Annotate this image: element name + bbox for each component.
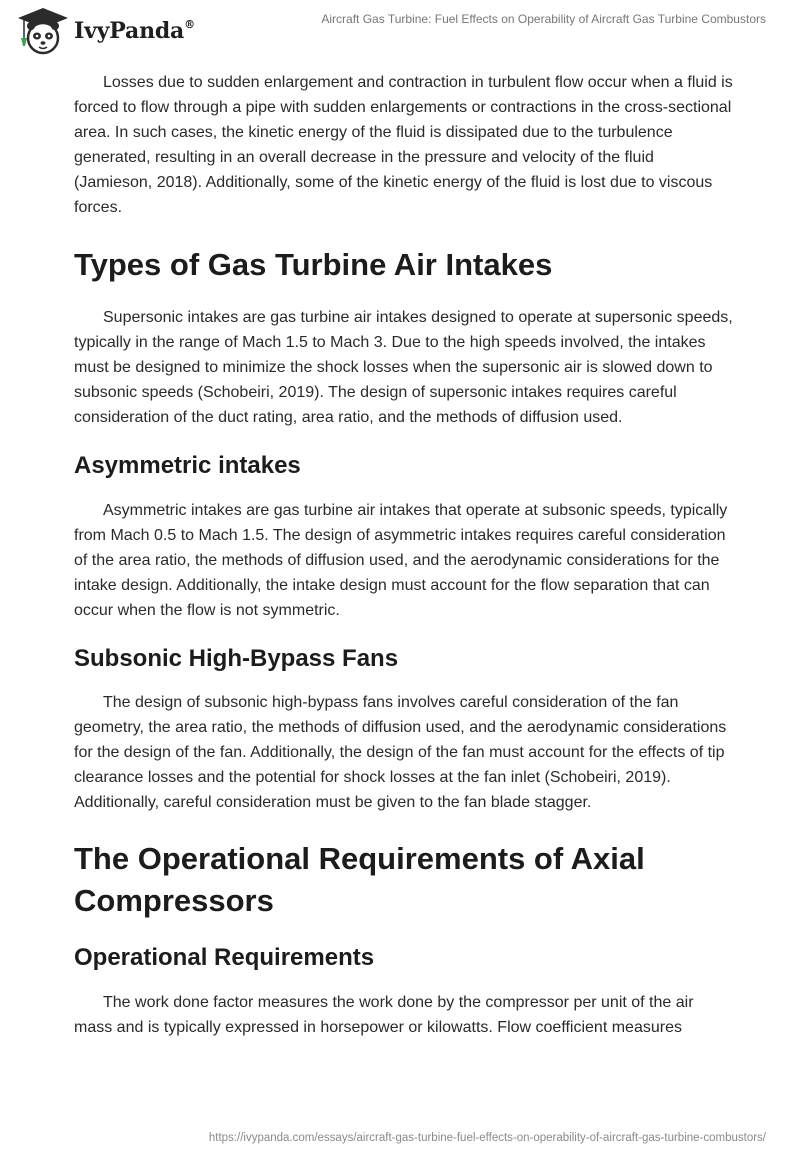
heading-axial-compressors: The Operational Requirements of Axial Compressors: [74, 841, 645, 918]
logo-wordmark: IvyPanda®: [74, 17, 195, 44]
ivypanda-logo[interactable]: [14, 6, 195, 56]
registered-mark: ®: [184, 17, 195, 31]
source-url[interactable]: https://ivypanda.com/essays/aircraft-gas-turbine-fuel-effects-on-operability-of-aircraft-gas-turbine-combustors/: [208, 1132, 766, 1144]
panda-logo-icon: [14, 6, 72, 56]
paragraph-subsonic: The design of subsonic high-bypass fans involves careful consideration of the fan geometry, the area ratio, the methods of diffusion used, and the aerodynamic considerations for the design of the fan. Additionally, the design of the fan must account for the effects of tip clearance losses and the potential for shock losses at the fan inlet (Schobeiri, 2019). Additionally, careful consideration must be given to the fan blade stagger.: [74, 694, 727, 811]
heading-types-of-intakes: Types of Gas Turbine Air Intakes: [74, 247, 553, 282]
heading-asymmetric-intakes: Asymmetric intakes: [74, 452, 301, 479]
paragraph-losses: Losses due to sudden enlargement and contraction in turbulent flow occur when a fluid is forced to flow through a pipe with sudden enlargements or contractions in the cross-sectional area. In such cases, the kinetic energy of the fluid is dissipated due to the turbulence generated, resulting in an overall decrease in the pressure and velocity of the fluid (Jamieson, 2018). Additionally, some of the kinetic energy of the fluid is lost due to viscous forces.: [74, 74, 733, 216]
paragraph-operational: The work done factor measures the work done by the compressor per unit of the air mass and is typically expressed in horsepower or kilowatts. Flow coefficient measures: [74, 994, 694, 1036]
article-body: [74, 70, 734, 1040]
heading-subsonic-fans: Subsonic High-Bypass Fans: [74, 645, 399, 672]
document-title: Aircraft Gas Turbine: Fuel Effects on Operability of Aircraft Gas Turbine Combustors: [321, 12, 766, 26]
heading-operational-requirements: Operational Requirements: [74, 944, 375, 971]
page-header: [0, 0, 800, 66]
paragraph-asymmetric: Asymmetric intakes are gas turbine air intakes that operate at subsonic speeds, typically from Mach 0.5 to Mach 1.5. The design of asymmetric intakes requires careful consideration of the area ratio, the methods of diffusion used, and the aerodynamic considerations for the intake design. Additionally, the intake design must account for the flow separation that can occur when the flow is not symmetric.: [74, 502, 728, 619]
paragraph-supersonic: Supersonic intakes are gas turbine air intakes designed to operate at supersonic speeds, typically in the range of Mach 1.5 to Mach 3. Due to the high speeds involved, the intakes must be designed to minimize the shock losses when the supersonic air is slowed down to subsonic speeds (Schobeiri, 2019). The design of supersonic intakes requires careful consideration of the duct rating, area ratio, and the methods of diffusion used.: [74, 309, 733, 426]
